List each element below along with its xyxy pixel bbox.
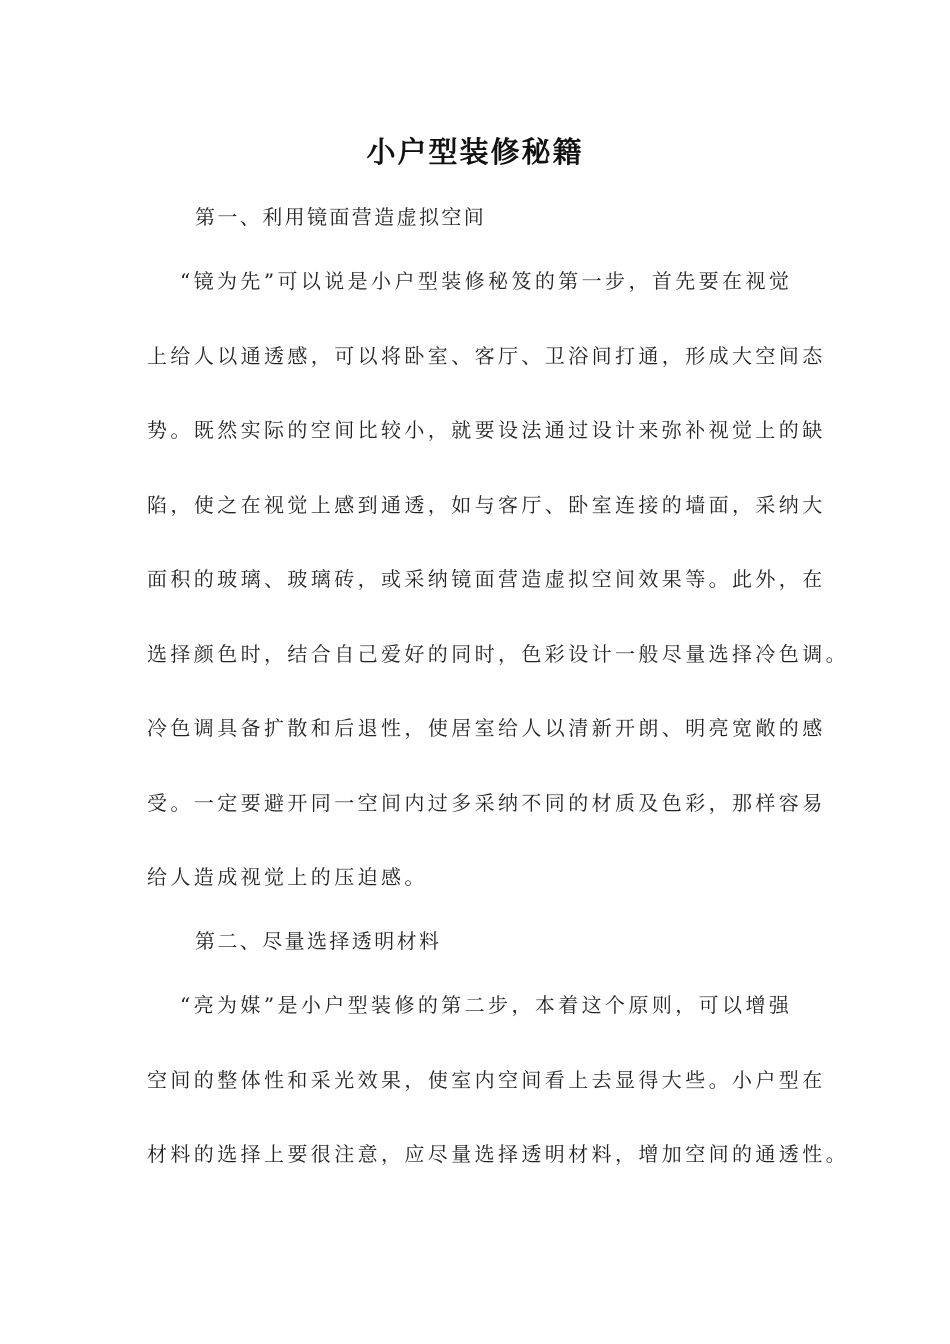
section-heading-1: 第一、利用镜面营造虚拟空间 — [195, 205, 487, 229]
paragraph-line: “镜为先”可以说是小户型装修秘笈的第一步，首先要在视觉 — [180, 269, 793, 293]
paragraph-line: 选择颜色时，结合自己爱好的同时，色彩设计一般尽量选择冷色调。 — [147, 642, 849, 666]
paragraph-line: 陷，使之在视觉上感到通透，如与客厅、卧室连接的墙面，采纳大 — [147, 493, 826, 517]
paragraph-line: “亮为媒”是小户型装修的第二步，本着这个原则，可以增强 — [180, 993, 793, 1017]
paragraph-line: 受。一定要避开同一空间内过多采纳不同的材质及色彩，那样容易 — [147, 791, 826, 815]
section-heading-2: 第二、尽量选择透明材料 — [195, 929, 442, 953]
paragraph-line: 势。既然实际的空间比较小，就要设法通过设计来弥补视觉上的缺 — [147, 418, 826, 442]
paragraph-line: 空间的整体性和采光效果，使室内空间看上去显得大些。小户型在 — [147, 1068, 826, 1092]
paragraph-line: 面积的玻璃、玻璃砖，或采纳镜面营造虚拟空间效果等。此外，在 — [147, 567, 826, 591]
paragraph-line: 给人造成视觉上的压迫感。 — [147, 865, 428, 889]
paragraph-line: 冷色调具备扩散和后退性，使居室给人以清新开朗、明亮宽敞的感 — [147, 716, 826, 740]
paragraph-line: 材料的选择上要很注意，应尽量选择透明材料，增加空间的通透性。 — [147, 1142, 849, 1166]
paragraph-line: 上给人以通透感，可以将卧室、客厅、卫浴间打通，形成大空间态 — [147, 344, 826, 368]
document-title: 小户型装修秘籍 — [366, 135, 584, 169]
